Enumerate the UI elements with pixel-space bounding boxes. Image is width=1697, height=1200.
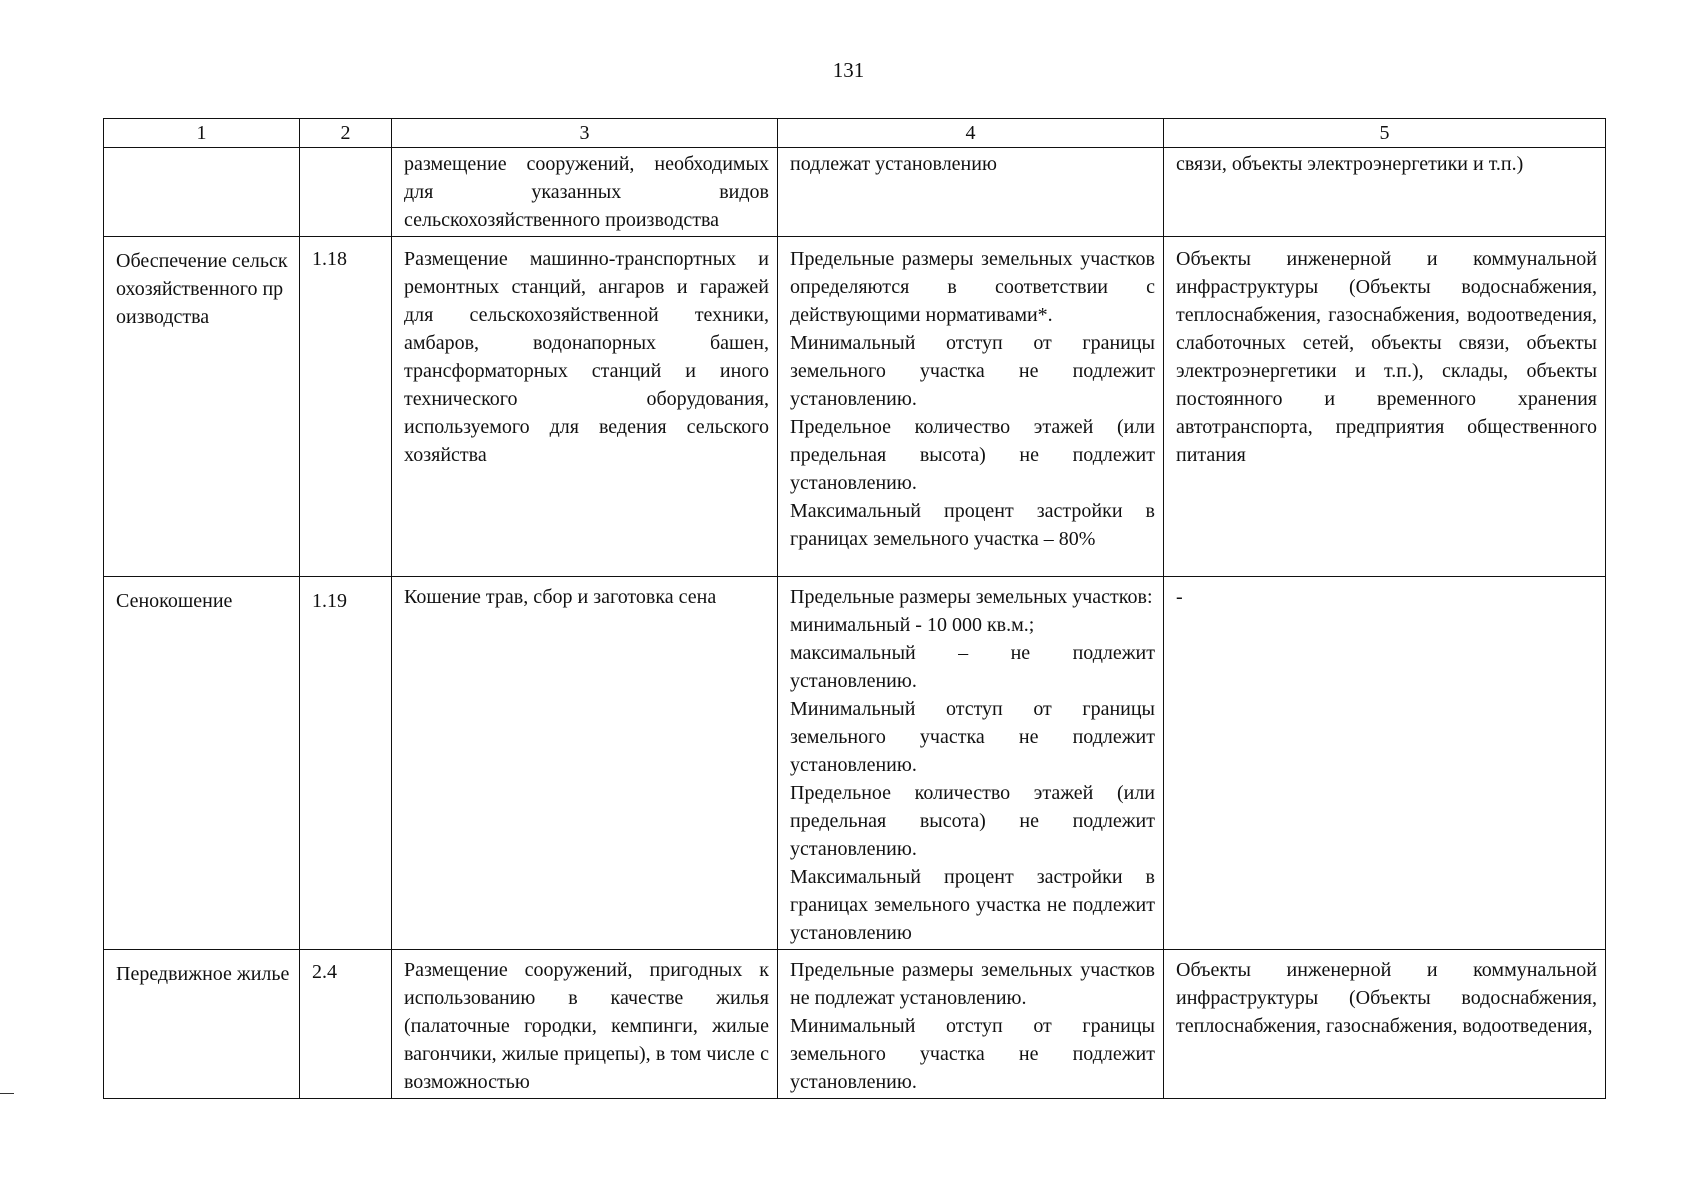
row-auxiliary-cell [1164, 148, 1606, 237]
header-cell-1: 1 [104, 119, 300, 148]
parameters-text: минимальный - 10 000 кв.м.; [790, 614, 1035, 636]
header-cell-5: 5 [1164, 119, 1606, 148]
row-auxiliary-cell [1164, 577, 1606, 950]
table-header-row [104, 119, 1606, 148]
header-cell-2: 2 [300, 119, 392, 148]
parameters-text: Предельные размеры земельных участков не подлежат установлению. [790, 959, 1155, 1009]
parameters-text: подлежат установлению [790, 153, 997, 175]
row-name-cell: Передвижное жилье [104, 950, 300, 1099]
auxiliary-text: связи, объекты электроэнергетики и т.п.) [1176, 153, 1524, 175]
row-code-cell [300, 148, 392, 237]
parameters-text: Минимальный отступ от границы земельного участка не подлежит установлению. [790, 332, 1155, 410]
row-parameters-cell [778, 950, 1164, 1099]
auxiliary-text: Объекты инженерной и коммунальной инфраструктуры (Объекты водоснабжения, теплоснабжения, газоснабжения, водоотведения, слаботочных сетей, объекты связи, объекты электроэнергетики и т.п.), склады, объекты постоянного и временного хранения автотранспорта, предприятия общественного питания [1176, 248, 1597, 466]
row-parameters-cell [778, 237, 1164, 577]
description-text: Размещение машинно-транспортных и ремонтных станций, ангаров и гаражей для сельскохозяйственной техники, амбаров, водонапорных башен, трансформаторных станций и иного технического оборудования, используемого для ведения сельского хозяйства [404, 248, 769, 466]
zoning-table [103, 118, 1606, 1099]
parameters-text: Предельное количество этажей (или предельная высота) не подлежит установлению. [790, 416, 1155, 494]
parameters-text: Максимальный процент застройки в границах земельного участка не подлежит установлению [790, 866, 1155, 944]
row-name-cell: Сенокошение [104, 577, 300, 950]
header-cell-4: 4 [778, 119, 1164, 148]
parameters-text: Предельные размеры земельных участков: [790, 586, 1153, 608]
row-code-cell: 1.19 [300, 577, 392, 950]
page-number: 131 [832, 58, 865, 82]
row-description-cell [392, 950, 778, 1099]
row-parameters-cell [778, 148, 1164, 237]
row-parameters-cell [778, 577, 1164, 950]
parameters-text: Минимальный отступ от границы земельного участка не подлежит установлению. [790, 698, 1155, 776]
parameters-text: Минимальный отступ от границы земельного участка не подлежит установлению. [790, 1015, 1155, 1093]
row-auxiliary-cell [1164, 950, 1606, 1099]
row-code-cell: 2.4 [300, 950, 392, 1099]
header-cell-3: 3 [392, 119, 778, 148]
table-row [104, 950, 1606, 1099]
table-row [104, 577, 1606, 950]
parameters-text: Максимальный процент застройки в границах земельного участка – 80% [790, 500, 1155, 550]
description-text: Кошение трав, сбор и заготовка сена [404, 586, 717, 608]
row-name-cell: Обеспечение сельскохозяйственного производства [104, 237, 300, 577]
description-text: размещение сооружений, необходимых для указанных видов сельскохозяйственного производства [404, 153, 769, 231]
parameters-text: Предельные размеры земельных участков определяются в соответствии с действующими нормативами*. [790, 248, 1155, 326]
row-description-cell [392, 577, 778, 950]
row-description-cell [392, 148, 778, 237]
row-name-cell [104, 148, 300, 237]
auxiliary-text: - [1176, 586, 1183, 608]
parameters-text: максимальный – не подлежит установлению. [790, 642, 1155, 692]
parameters-text: Предельное количество этажей (или предельная высота) не подлежит установлению. [790, 782, 1155, 860]
row-description-cell [392, 237, 778, 577]
row-auxiliary-cell [1164, 237, 1606, 577]
table-row [104, 237, 1606, 577]
table-row [104, 148, 1606, 237]
auxiliary-text: Объекты инженерной и коммунальной инфраструктуры (Объекты водоснабжения, теплоснабжения, газоснабжения, водоотведения, [1176, 959, 1597, 1037]
row-code-cell: 1.18 [300, 237, 392, 577]
margin-mark [0, 1093, 14, 1094]
description-text: Размещение сооружений, пригодных к использованию в качестве жилья (палаточные городки, кемпинги, жилые вагончики, жилые прицепы), в том числе с возможностью [404, 959, 769, 1093]
